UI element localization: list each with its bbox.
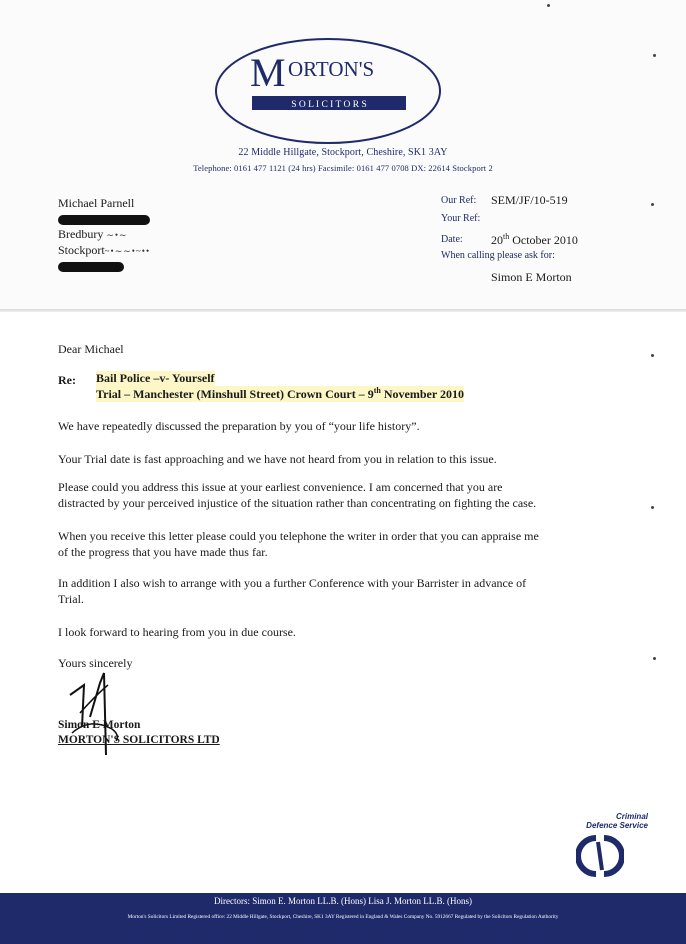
date-value: 20th October 2010	[491, 232, 578, 247]
firm-address: 22 Middle Hillgate, Stockport, Cheshire, SK1 3AY	[238, 147, 448, 158]
re-label: Re:	[58, 373, 76, 387]
redacted-postcode	[58, 262, 124, 272]
footer	[0, 893, 686, 944]
scan-speck	[651, 354, 654, 357]
firm-contact: Telephone: 0161 477 1121 (24 hrs) Facsimile: 0161 477 0708 DX: 22614 Stockport 2	[193, 163, 493, 173]
firm-logo	[214, 36, 442, 146]
logo-subtitle: S O L I C I T O R S	[291, 100, 367, 110]
scribble-mark: ∼•∼	[106, 229, 128, 240]
signatory-firm: MORTON'S SOLICITORS LTD	[58, 734, 220, 746]
paragraph-5-line-1: In addition I also wish to arrange with you a further Conference with your Barrister in advance of	[58, 576, 527, 590]
cds-emblem-icon	[576, 834, 624, 878]
paragraph-4-line-1: When you receive this letter please could you telephone the writer in order that you can appraise me	[58, 529, 539, 543]
paragraph-3-line-2: distracted by your perceived injustice of the situation rather than concentrating on fighting the case.	[58, 496, 537, 510]
recipient-name: Michael Parnell	[58, 196, 135, 210]
scan-speck	[651, 203, 654, 206]
paragraph-4-line-2: of the progress that you have made thus far.	[58, 545, 268, 559]
our-ref-value: SEM/JF/10-519	[491, 193, 568, 207]
date-label: Date:	[441, 234, 463, 245]
calling-instruction: When calling please ask for:	[441, 250, 555, 261]
redacted-street	[58, 215, 150, 225]
scribble-mark: ~•∼∼•~••	[104, 245, 151, 256]
cds-label-2: Defence Service	[586, 821, 648, 830]
paragraph-1: We have repeatedly discussed the preparation by you of “your life history”.	[58, 419, 420, 433]
page-fold-divider	[0, 309, 686, 312]
paragraph-3-line-1: Please could you address this issue at your earliest convenience. I am concerned that you are	[58, 480, 503, 494]
scan-speck	[653, 657, 656, 660]
re-subject-line-1: Bail Police –v- Yourself	[96, 371, 215, 385]
footer-registration: Morton's Solicitors Limited Registered office: 22 Middle Hillgate, Stockport, Cheshire, SK1 3AY Registered in England & Wales Company No. 5912667 Regulated by the Solicitors Regulation Authority	[127, 914, 559, 920]
recipient-address	[58, 196, 150, 275]
handwritten-signature	[60, 655, 140, 765]
scan-speck	[547, 4, 550, 7]
paragraph-5-line-2: Trial.	[58, 592, 84, 606]
closing: Yours sincerely	[58, 656, 133, 670]
criminal-defence-service-logo	[568, 812, 648, 892]
footer-directors: Directors: Simon E. Morton LL.B. (Hons) Lisa J. Morton LL.B. (Hons)	[214, 896, 472, 906]
logo-name: ORTON'S	[288, 57, 375, 81]
cds-label-1: Criminal	[615, 812, 648, 821]
scan-speck	[653, 54, 656, 57]
re-subject-line-2: Trial – Manchester (Minshull Street) Crown Court – 9th November 2010	[96, 386, 464, 401]
your-ref-label: Your Ref:	[441, 213, 481, 224]
logo-m: M	[250, 50, 286, 95]
paragraph-6: I look forward to hearing from you in due course.	[58, 625, 296, 639]
salutation: Dear Michael	[58, 342, 124, 356]
our-ref-label: Our Ref:	[441, 195, 477, 206]
scan-speck	[651, 506, 654, 509]
paragraph-2: Your Trial date is fast approaching and we have not heard from you in relation to this issue.	[58, 452, 497, 466]
signatory-name: Simon E Morton	[58, 719, 141, 731]
recipient-town: Bredbury	[58, 227, 104, 241]
reference-block	[441, 193, 578, 285]
contact-name: Simon E Morton	[491, 270, 572, 284]
recipient-city: Stockport	[58, 243, 105, 257]
